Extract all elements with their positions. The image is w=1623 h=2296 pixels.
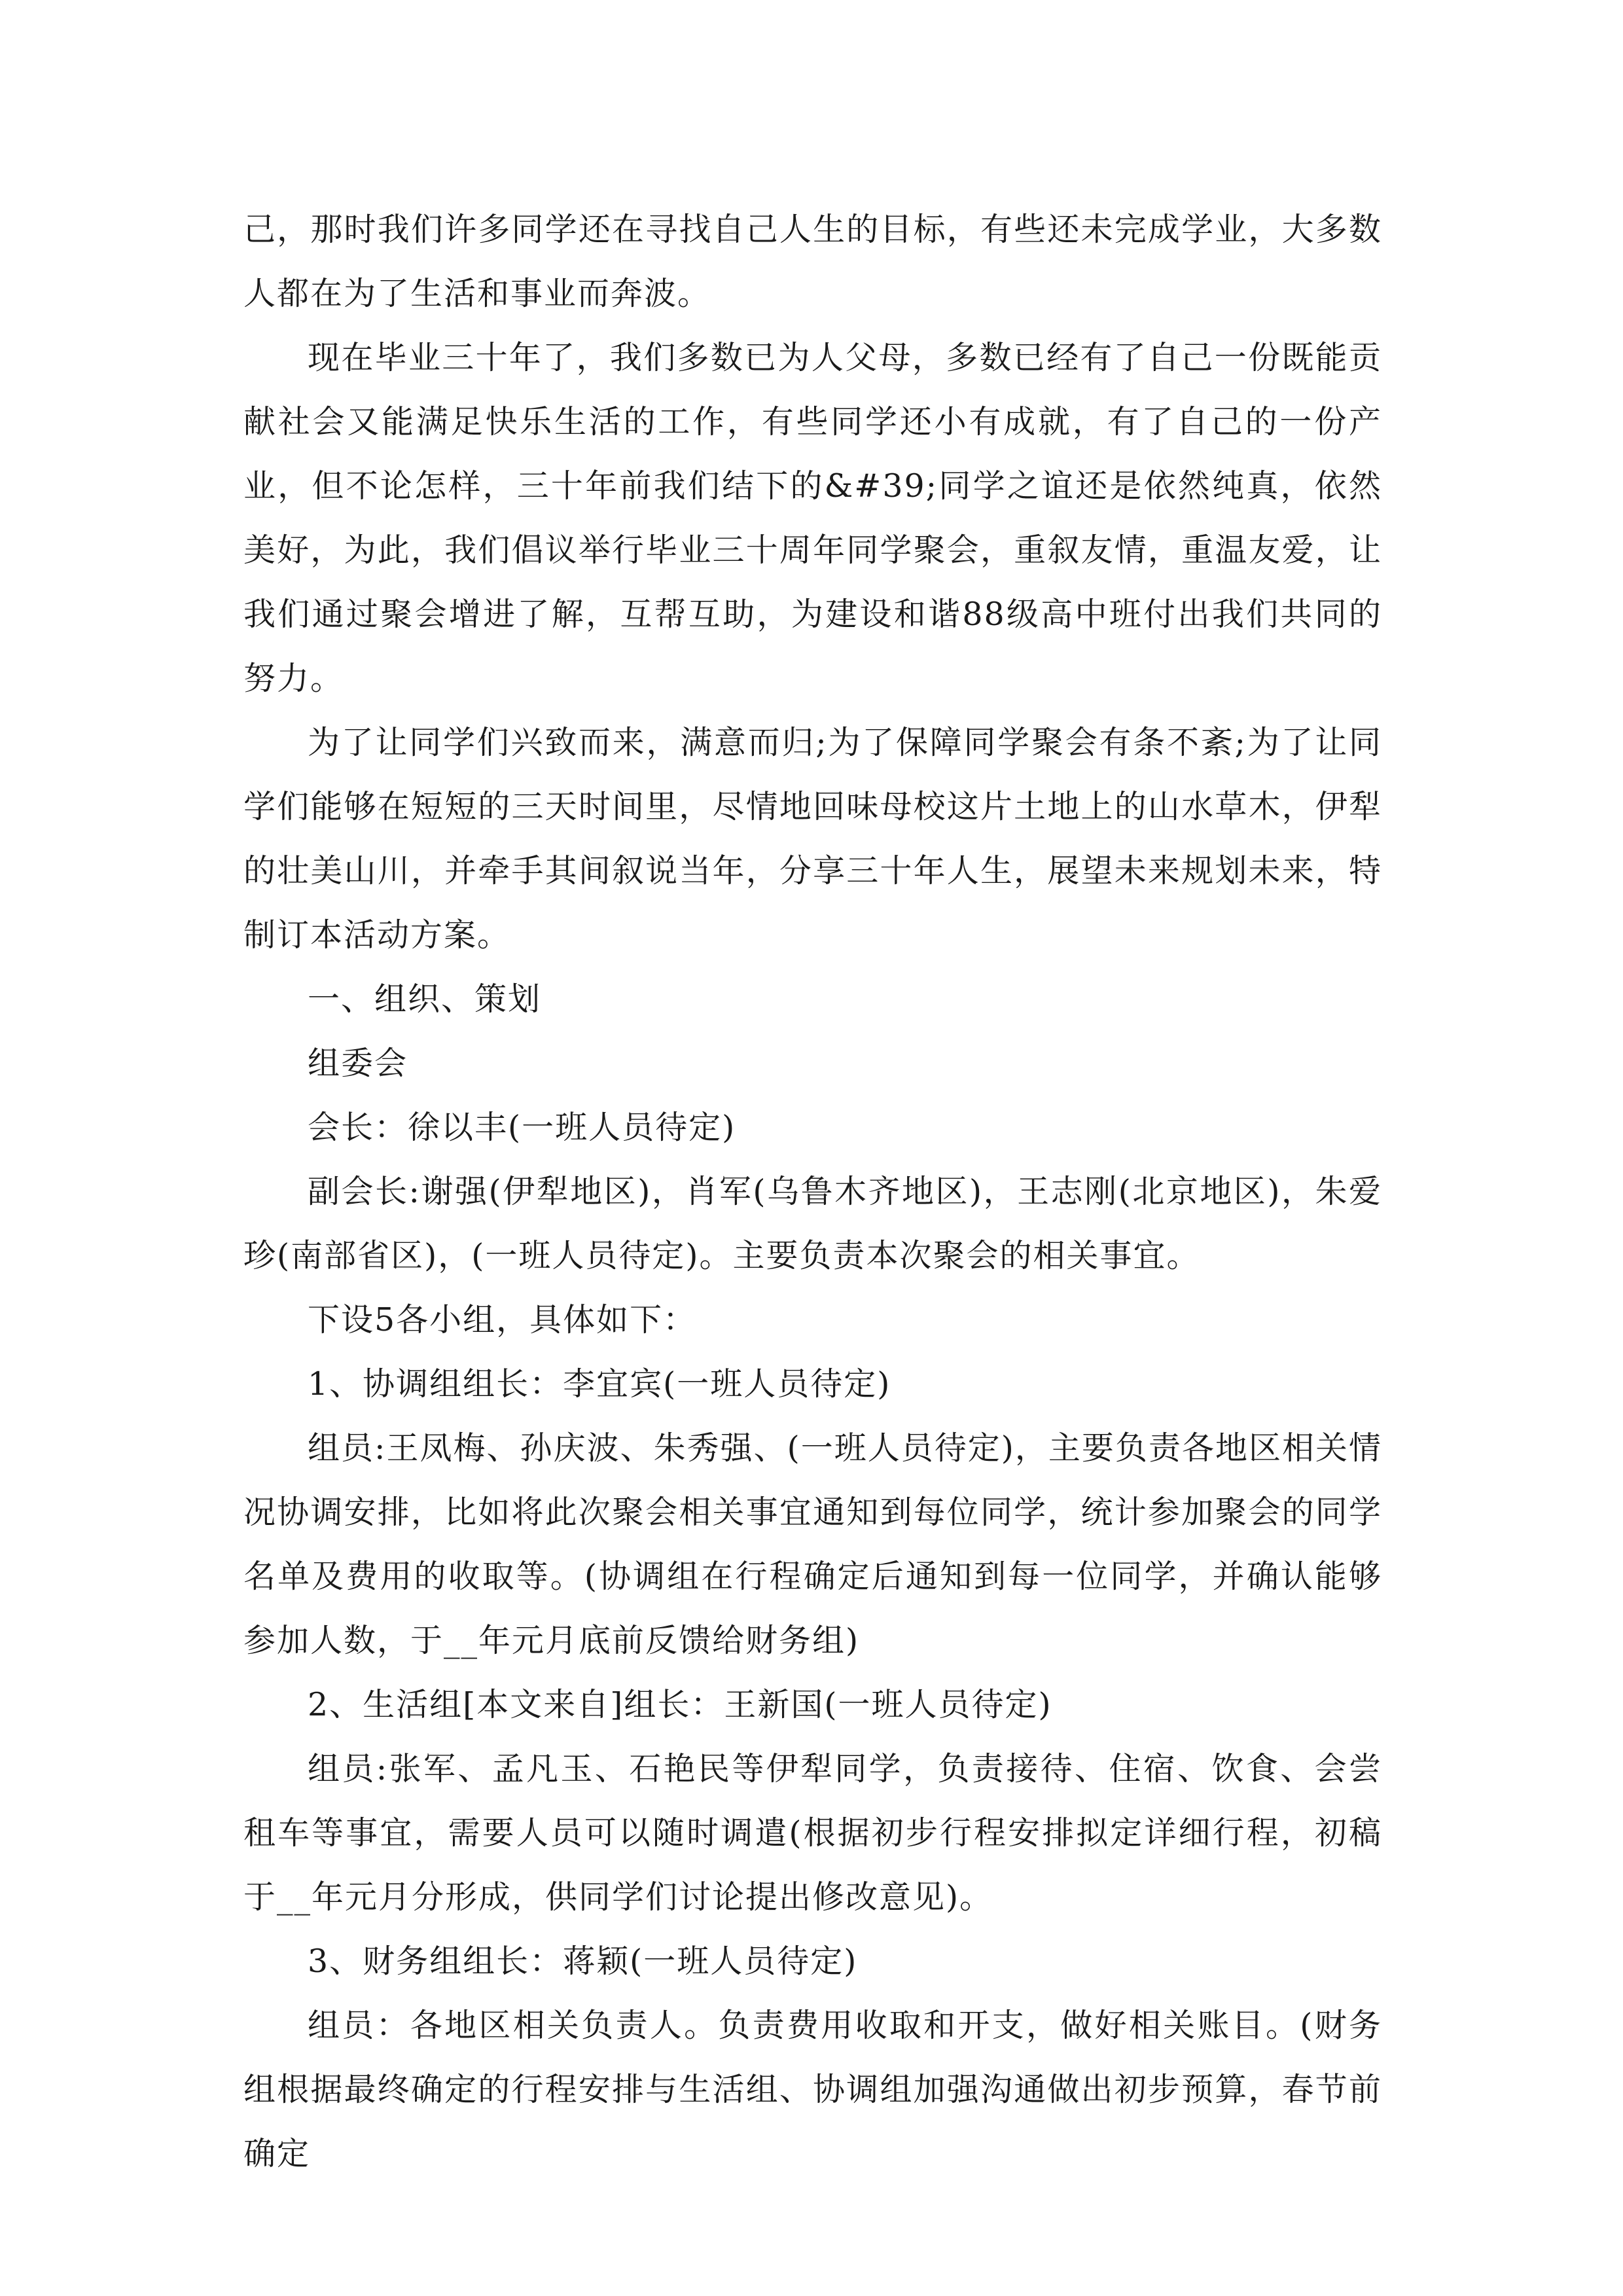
paragraph-finance-leader: 3、财务组组长：蒋颖(一班人员待定) — [308, 1943, 858, 1980]
paragraph-logistics-members: 组员:张军、孟凡玉、石艳民等伊犁同学，负责接待、住宿、饮食、会尝租车等事宜，需要人员可以随时调遣(根据初步行程安排拟定详细行程，初稿于__年元月分形成，供同学们讨论提出修改意见)。 — [243, 1750, 1382, 1916]
subheading-committee: 组委会 — [308, 1045, 408, 1082]
paragraph-coordination-members: 组员:王凤梅、孙庆波、朱秀强、(一班人员待定)，主要负责各地区相关情况协调安排，比如将此次聚会相关事宜通知到每位同学，统计参加聚会的同学名单及费用的收取等。(协调组在行程确定后通知到每一位同学，并确认能够参加人数，于__年元月底前反馈给财务组) — [243, 1429, 1382, 1659]
paragraph-coordination-leader: 1、协调组组长：李宜宾(一班人员待定) — [308, 1365, 891, 1403]
paragraph-logistics-leader: 2、生活组[本文来自]组长：王新国(一班人员待定) — [308, 1686, 1052, 1723]
paragraph-plan-intro: 为了让同学们兴致而来，满意而归;为了保障同学聚会有条不紊;为了让同学们能够在短短的三天时间里，尽情地回味母校这片土地上的山水草木，伊犁的壮美山川，并牵手其间叙说当年，分享三十年人生，展望未来规划未来，特制订本活动方案。 — [243, 724, 1382, 954]
document-body — [243, 198, 1382, 2186]
paragraph-continued: 己，那时我们许多同学还在寻找自己人生的目标，有些还未完成学业，大多数人都在为了生活和事业而奔波。 — [243, 211, 1382, 312]
paragraph-finance-members: 组员：各地区相关负责人。负责费用收取和开支，做好相关账目。(财务组根据最终确定的行程安排与生活组、协调组加强沟通做出初步预算，春节前确定 — [243, 2007, 1382, 2172]
paragraph-president: 会长：徐以丰(一班人员待定) — [308, 1109, 736, 1146]
paragraph-reunion-purpose: 现在毕业三十年了，我们多数已为人父母，多数已经有了自己一份既能贡献社会又能满足快乐生活的工作，有些同学还小有成就，有了自己的一份产业，但不论怎样，三十年前我们结下的&#39;同学之谊还是依然纯真，依然美好，为此，我们倡议举行毕业三十周年同学聚会，重叙友情，重温友爱，让我们通过聚会增进了解，互帮互助，为建设和谐88级高中班付出我们共同的努力。 — [243, 339, 1382, 697]
section-heading-organization: 一、组织、策划 — [308, 980, 542, 1018]
paragraph-groups-intro: 下设5各小组，具体如下： — [308, 1301, 697, 1338]
paragraph-vice-presidents: 副会长:谢强(伊犁地区)，肖军(乌鲁木齐地区)，王志刚(北京地区)，朱爱珍(南部省区)，(一班人员待定)。主要负责本次聚会的相关事宜。 — [243, 1173, 1382, 1274]
